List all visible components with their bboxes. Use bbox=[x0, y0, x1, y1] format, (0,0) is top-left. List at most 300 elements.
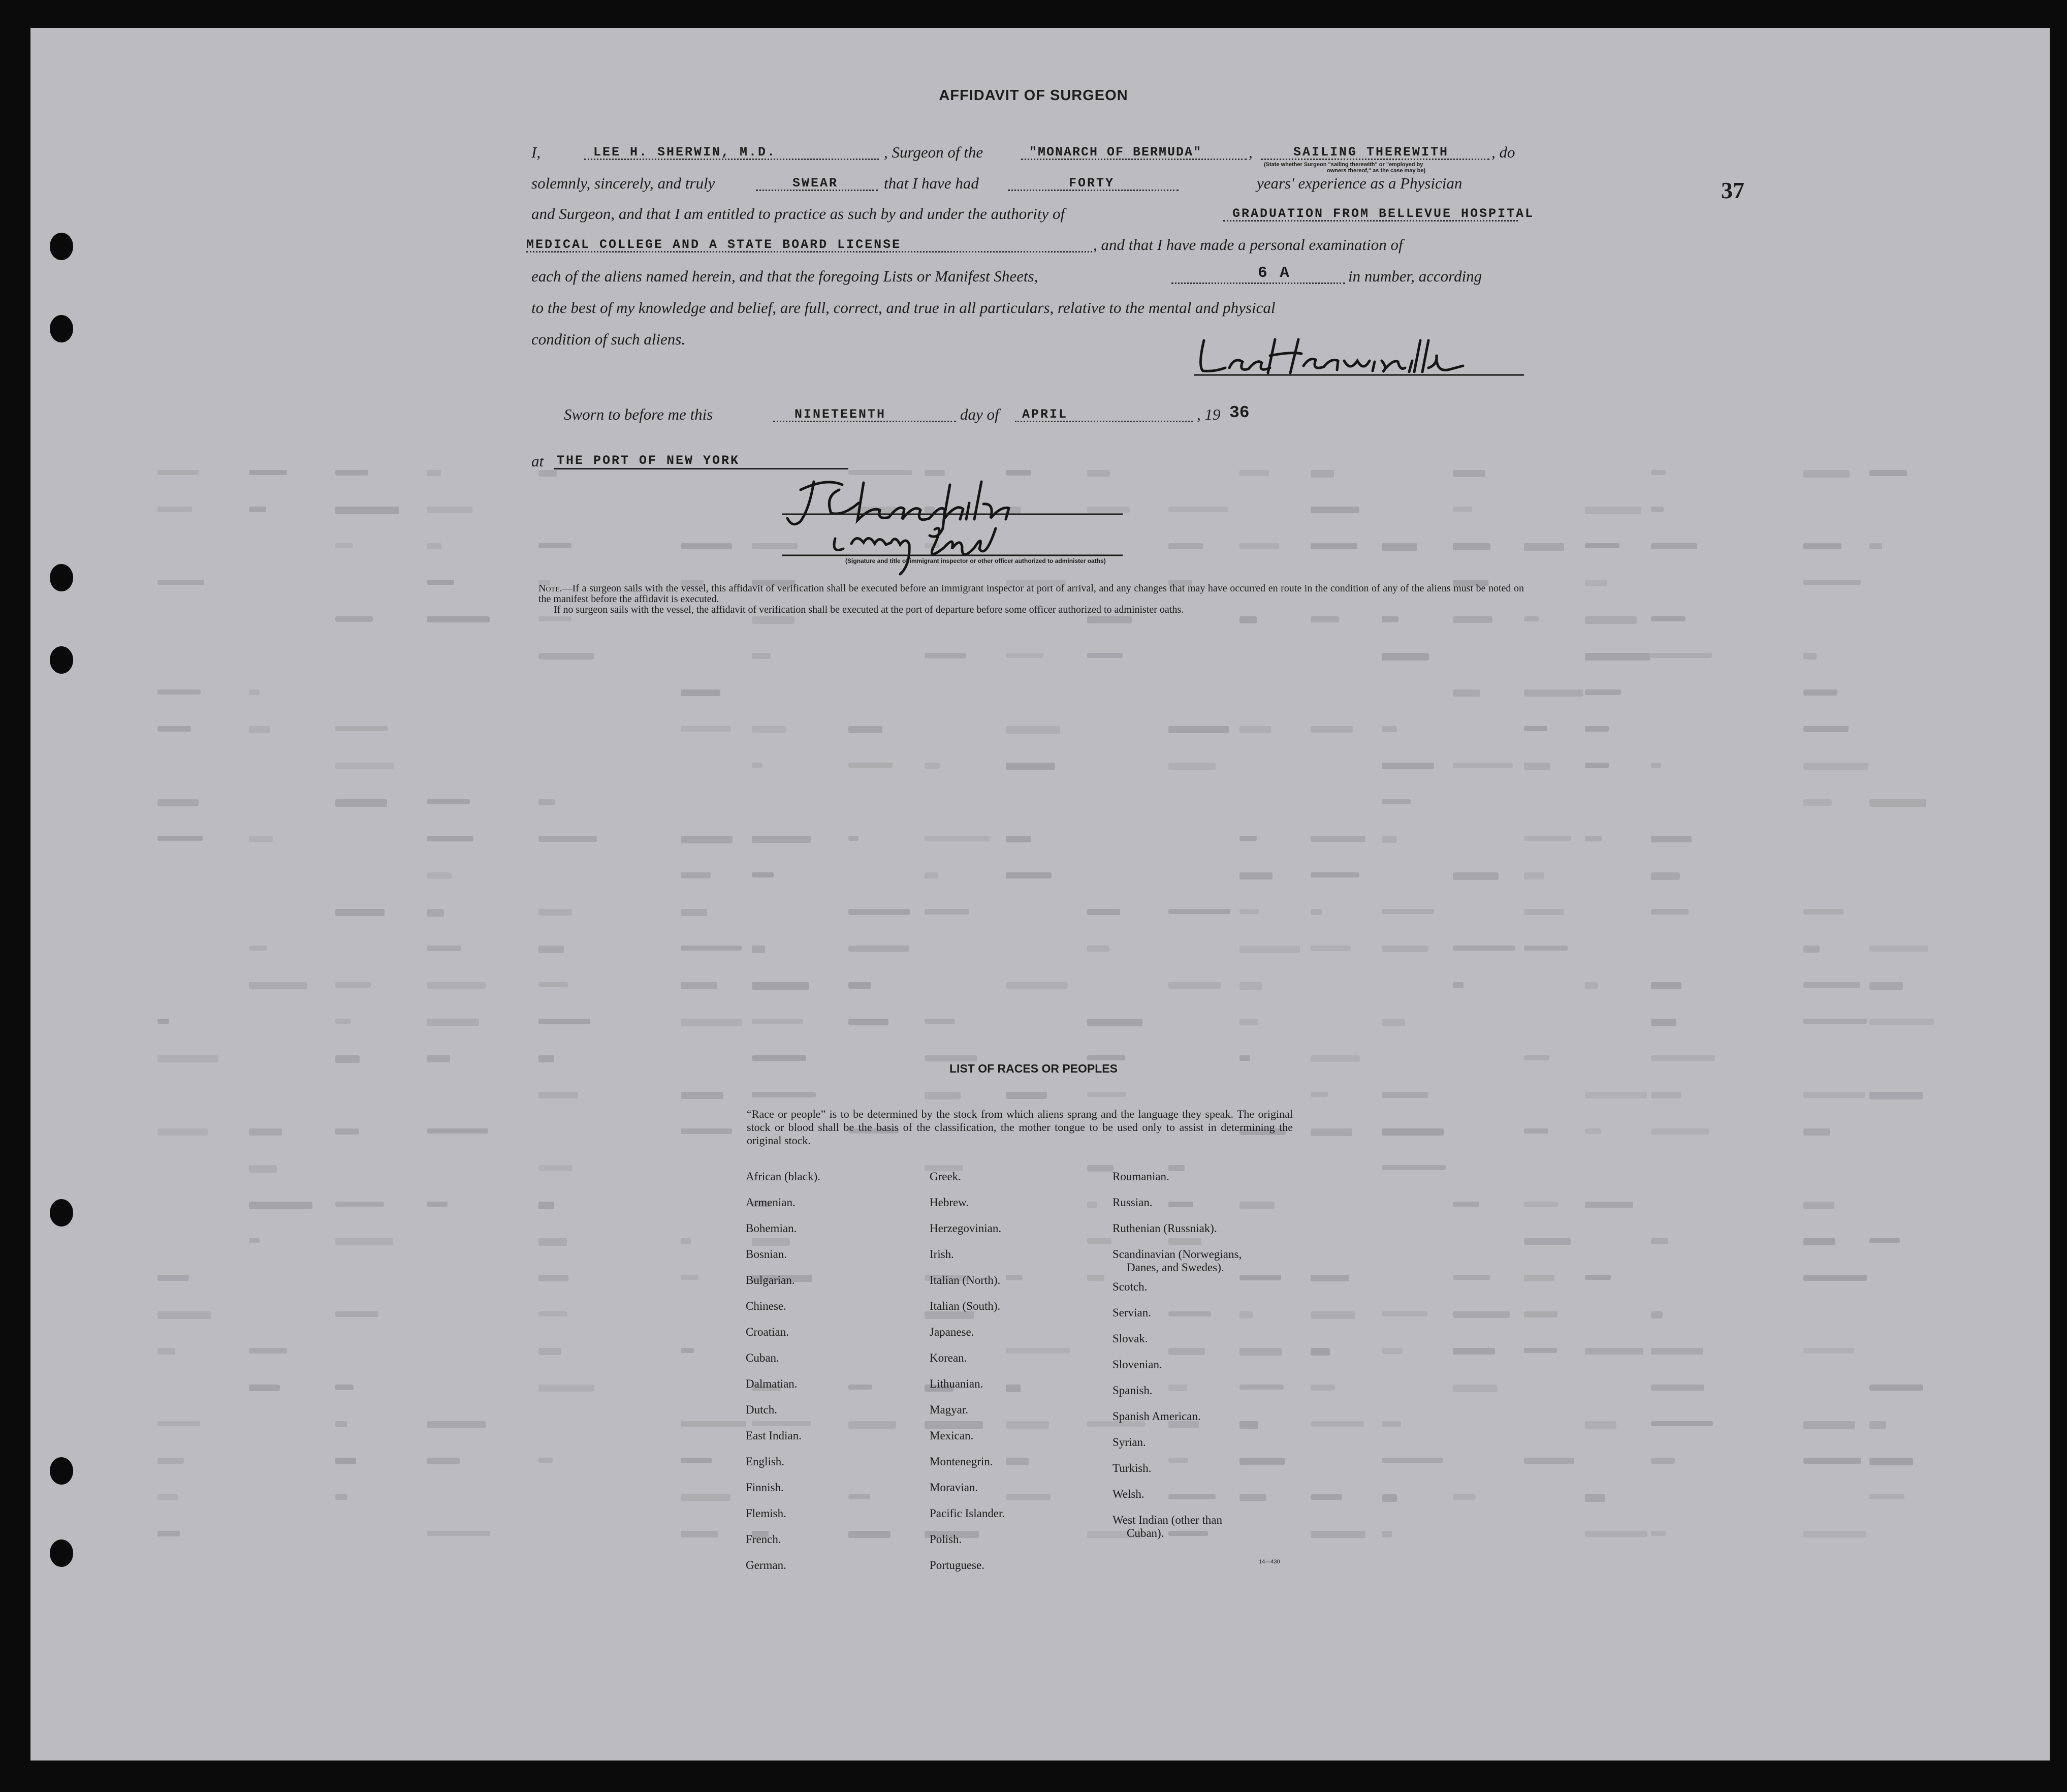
ghost-mark bbox=[1524, 1275, 1554, 1281]
ghost-mark bbox=[681, 1494, 730, 1501]
ghost-mark bbox=[1803, 543, 1841, 549]
ghost-mark bbox=[1651, 1092, 1681, 1098]
ghost-mark bbox=[848, 763, 893, 768]
ghost-mark bbox=[538, 909, 572, 916]
ghost-mark bbox=[1087, 1165, 1114, 1172]
race-item: Montenegrin. bbox=[930, 1455, 993, 1468]
ghost-mark bbox=[249, 1128, 282, 1136]
ghost-mark bbox=[1311, 872, 1359, 877]
race-item: Hebrew. bbox=[930, 1196, 969, 1209]
ghost-mark bbox=[681, 1092, 723, 1099]
ghost-mark bbox=[925, 653, 966, 658]
ghost-mark bbox=[1869, 1458, 1913, 1465]
ghost-mark bbox=[1239, 1494, 1266, 1501]
ghost-mark bbox=[925, 872, 938, 878]
ghost-mark bbox=[335, 982, 371, 988]
ghost-mark bbox=[1087, 946, 1109, 952]
ghost-mark bbox=[335, 909, 385, 916]
ghost-mark bbox=[249, 946, 267, 951]
ghost-mark bbox=[1585, 1421, 1616, 1429]
race-item: Italian (North). bbox=[930, 1274, 1001, 1286]
ghost-mark bbox=[1651, 763, 1661, 768]
ghost-mark bbox=[538, 616, 571, 621]
ghost-mark bbox=[538, 946, 564, 953]
ghost-mark bbox=[538, 1458, 553, 1463]
affidavit-text: I, bbox=[531, 143, 541, 161]
affidavit-text: to the best of my knowledge and belief, are full, correct, and true in all particulars, relative to the mental and physical bbox=[531, 299, 1276, 317]
ghost-mark bbox=[1869, 946, 1928, 952]
ghost-mark bbox=[1803, 726, 1849, 732]
ghost-mark bbox=[1382, 1421, 1401, 1427]
ghost-mark bbox=[538, 1385, 594, 1392]
affidavit-text: condition of such aliens. bbox=[531, 330, 686, 348]
ghost-mark bbox=[848, 1421, 896, 1429]
affidavit-text: , do bbox=[1491, 143, 1515, 161]
ghost-mark bbox=[1803, 799, 1832, 806]
ghost-mark bbox=[335, 1128, 359, 1135]
sheets-count: 6 A bbox=[1258, 264, 1291, 282]
ghost-mark bbox=[157, 507, 192, 512]
ghost-mark bbox=[157, 580, 204, 585]
ghost-mark bbox=[1651, 1311, 1663, 1318]
ghost-mark bbox=[538, 653, 594, 659]
ghost-mark bbox=[1006, 982, 1068, 989]
ghost-mark bbox=[1006, 726, 1060, 734]
ghost-mark bbox=[538, 470, 557, 477]
ghost-mark bbox=[249, 726, 270, 733]
ghost-mark bbox=[1311, 616, 1339, 622]
ghost-mark bbox=[681, 1348, 694, 1353]
ghost-mark bbox=[1651, 982, 1681, 989]
ghost-mark bbox=[1585, 763, 1609, 768]
ghost-mark bbox=[1651, 909, 1689, 915]
ghost-mark bbox=[1585, 1202, 1633, 1208]
ghost-mark bbox=[752, 982, 809, 990]
ghost-mark bbox=[1006, 1348, 1070, 1354]
ghost-mark bbox=[1311, 1128, 1352, 1136]
ghost-mark bbox=[1382, 1348, 1403, 1354]
affidavit-title: AFFIDAVIT OF SURGEON bbox=[939, 87, 1128, 104]
race-item: Slovenian. bbox=[1112, 1358, 1162, 1371]
races-intro: “Race or people” is to be determined by the stock from which aliens sprang and the language they speak. The original stock or blood shall be the basis of the classification, the mother tongue to be used only to assist in determining the original stock. bbox=[747, 1108, 1293, 1147]
ghost-mark bbox=[1585, 1128, 1601, 1134]
ghost-mark bbox=[1585, 689, 1621, 695]
ghost-mark bbox=[1524, 909, 1564, 915]
race-item: Armenian. bbox=[746, 1196, 796, 1209]
ghost-mark bbox=[538, 1238, 567, 1246]
ghost-mark bbox=[1006, 1421, 1049, 1429]
race-item: Japanese. bbox=[930, 1326, 974, 1338]
note-text-1: —If a surgeon sails with the vessel, this affidavit of verification shall be executed before an immigrant inspector at port of arrival, and any changes that may have occurred en route in the condition of any of the aliens must be noted on the manifest before the affidavit is executed. bbox=[538, 583, 1524, 605]
ghost-mark bbox=[1168, 507, 1228, 512]
ghost-mark bbox=[1803, 1421, 1855, 1429]
ghost-mark bbox=[1382, 1019, 1405, 1026]
ghost-mark bbox=[681, 1019, 742, 1026]
ghost-mark bbox=[335, 1202, 384, 1207]
ghost-mark bbox=[427, 616, 490, 622]
note-lead: Note. bbox=[538, 583, 562, 594]
race-item: Korean. bbox=[930, 1351, 967, 1364]
ghost-mark bbox=[1803, 982, 1860, 988]
race-item: Russian. bbox=[1112, 1196, 1153, 1209]
ghost-mark bbox=[1869, 1238, 1900, 1243]
ghost-mark bbox=[249, 1165, 277, 1173]
ghost-mark bbox=[681, 726, 731, 732]
ghost-mark bbox=[335, 1494, 347, 1500]
ghost-mark bbox=[1239, 616, 1257, 623]
ghost-mark bbox=[1524, 1311, 1557, 1317]
sailing-note: (State whether Surgeon "sailing therewith" or "employed by bbox=[1264, 162, 1423, 168]
ghost-mark bbox=[427, 1202, 448, 1207]
ghost-mark bbox=[1524, 1238, 1571, 1245]
ghost-mark bbox=[249, 1385, 280, 1391]
ghost-mark bbox=[249, 1238, 260, 1243]
sworn-year: 36 bbox=[1229, 403, 1250, 422]
ghost-mark bbox=[1006, 836, 1031, 842]
ghost-mark bbox=[1803, 1458, 1861, 1464]
sworn-month: APRIL bbox=[1022, 407, 1068, 422]
ghost-mark bbox=[427, 1019, 479, 1026]
note-text-2: If no surgeon sails with the vessel, the affidavit of verification shall be executed at the port of departure before some officer authorized to administer oaths. bbox=[554, 604, 1184, 615]
ghost-mark bbox=[1087, 1275, 1104, 1281]
ghost-mark bbox=[1524, 616, 1539, 621]
ghost-mark bbox=[1453, 872, 1499, 880]
ghost-mark bbox=[1585, 1275, 1611, 1280]
ghost-mark bbox=[1869, 1019, 1934, 1025]
race-item: Servian. bbox=[1112, 1306, 1152, 1319]
race-item: German. bbox=[746, 1559, 786, 1571]
ghost-mark bbox=[427, 1128, 488, 1134]
ghost-mark bbox=[335, 1421, 347, 1427]
ghost-mark bbox=[1311, 1494, 1342, 1500]
ghost-mark bbox=[1382, 1128, 1444, 1136]
race-item: Spanish American. bbox=[1112, 1410, 1201, 1423]
ghost-mark bbox=[1239, 543, 1279, 549]
vessel-name: "MONARCH OF BERMUDA" bbox=[1029, 145, 1202, 160]
affidavit-text: in number, according bbox=[1348, 267, 1482, 285]
ghost-mark bbox=[1311, 1385, 1335, 1391]
affidavit-text: , and that I have made a personal examination of bbox=[1093, 236, 1403, 254]
ghost-mark bbox=[681, 982, 717, 989]
years-experience: FORTY bbox=[1069, 176, 1115, 191]
race-item: Mexican. bbox=[930, 1429, 974, 1442]
ghost-mark bbox=[1239, 1385, 1284, 1390]
ghost-mark bbox=[1239, 1458, 1285, 1465]
ghost-mark bbox=[752, 1019, 803, 1024]
authority-line2: MEDICAL COLLEGE AND A STATE BOARD LICENSE bbox=[526, 237, 902, 252]
ghost-mark bbox=[1239, 470, 1269, 476]
ghost-mark bbox=[427, 1055, 450, 1062]
bleed-through-ghost-text bbox=[30, 28, 2050, 1760]
ghost-mark bbox=[1382, 946, 1428, 952]
ghost-mark bbox=[1382, 799, 1411, 804]
ghost-mark bbox=[848, 836, 858, 841]
affidavit-text: solemnly, sincerely, and truly bbox=[531, 174, 715, 192]
ghost-mark bbox=[1524, 543, 1564, 551]
ghost-mark bbox=[1803, 909, 1843, 915]
ghost-mark bbox=[1651, 616, 1686, 621]
ghost-mark bbox=[1803, 763, 1868, 770]
ghost-mark bbox=[1453, 507, 1472, 512]
races-column-2 bbox=[930, 1164, 1005, 1578]
ghost-mark bbox=[1651, 543, 1697, 549]
punch-hole bbox=[50, 1199, 73, 1227]
ghost-mark bbox=[249, 689, 260, 695]
ghost-mark bbox=[1239, 872, 1273, 879]
ghost-mark bbox=[538, 982, 568, 987]
ghost-mark bbox=[335, 470, 368, 476]
authority-line1: GRADUATION FROM BELLEVUE HOSPITAL bbox=[1232, 206, 1535, 221]
ghost-mark bbox=[1524, 726, 1547, 731]
ghost-mark bbox=[157, 1275, 189, 1281]
race-item: Slovak. bbox=[1112, 1332, 1148, 1345]
sailing-status: SAILING THEREWITH bbox=[1293, 145, 1449, 160]
ghost-mark bbox=[249, 1348, 287, 1354]
ghost-mark bbox=[1382, 1531, 1392, 1537]
ghost-mark bbox=[538, 1165, 573, 1171]
ghost-mark bbox=[1087, 616, 1132, 623]
ghost-mark bbox=[1382, 836, 1397, 843]
ghost-mark bbox=[427, 1458, 460, 1464]
ghost-mark bbox=[1239, 1019, 1258, 1025]
ghost-mark bbox=[681, 543, 732, 549]
ghost-mark bbox=[1087, 653, 1123, 658]
ghost-mark bbox=[1453, 1202, 1479, 1207]
ghost-mark bbox=[1803, 1275, 1867, 1281]
ghost-mark bbox=[848, 726, 882, 733]
ghost-mark bbox=[427, 836, 473, 841]
ghost-mark bbox=[1382, 616, 1398, 622]
fill-line bbox=[554, 468, 848, 469]
ghost-mark bbox=[1006, 1385, 1021, 1392]
ghost-mark bbox=[752, 763, 762, 768]
surgeon-name: LEE H. SHERWIN, M.D. bbox=[593, 145, 777, 160]
ghost-mark bbox=[1453, 1275, 1490, 1280]
ghost-mark bbox=[752, 653, 771, 659]
ghost-mark bbox=[1168, 543, 1203, 549]
ghost-mark bbox=[1803, 470, 1850, 478]
ghost-mark bbox=[1453, 616, 1492, 623]
ghost-mark bbox=[1382, 1165, 1446, 1170]
ghost-mark bbox=[1869, 470, 1907, 476]
ghost-mark bbox=[1803, 1092, 1865, 1098]
race-item: Irish. bbox=[930, 1248, 954, 1261]
ghost-mark bbox=[1803, 1128, 1830, 1136]
affidavit-note bbox=[538, 583, 1524, 615]
ghost-mark bbox=[681, 689, 720, 696]
ghost-mark bbox=[1585, 653, 1650, 661]
ghost-mark bbox=[1651, 1421, 1713, 1426]
oath-type: SWEAR bbox=[792, 176, 839, 191]
ghost-mark bbox=[925, 1055, 977, 1061]
ghost-mark bbox=[1087, 1055, 1125, 1060]
ghost-mark bbox=[1803, 1238, 1835, 1245]
affidavit-text: , Surgeon of the bbox=[884, 143, 983, 161]
ghost-mark bbox=[1087, 909, 1120, 915]
ghost-mark bbox=[1453, 689, 1480, 697]
ghost-mark bbox=[1651, 507, 1664, 512]
race-item: Spanish. bbox=[1112, 1384, 1153, 1397]
form-code: 14—430 bbox=[1259, 1559, 1280, 1565]
ghost-mark bbox=[1087, 1202, 1097, 1208]
ghost-mark bbox=[1382, 1092, 1428, 1098]
ghost-mark bbox=[427, 872, 452, 879]
ghost-mark bbox=[538, 1092, 578, 1098]
manifest-sheet bbox=[30, 28, 2050, 1760]
ghost-mark bbox=[1869, 543, 1882, 549]
sworn-place: THE PORT OF NEW YORK bbox=[557, 453, 740, 468]
race-item: Herzegovinian. bbox=[930, 1222, 1002, 1235]
ghost-mark bbox=[157, 1531, 180, 1536]
ghost-mark bbox=[681, 1275, 698, 1280]
punch-hole bbox=[50, 646, 73, 674]
race-item: Portuguese. bbox=[930, 1559, 984, 1571]
ghost-mark bbox=[681, 1531, 718, 1537]
ghost-mark bbox=[1803, 946, 1820, 953]
punch-hole bbox=[50, 315, 73, 342]
race-item: Italian (South). bbox=[930, 1300, 1001, 1312]
ghost-mark bbox=[752, 872, 774, 877]
ghost-mark bbox=[1651, 872, 1680, 880]
race-item: Moravian. bbox=[930, 1481, 978, 1494]
ghost-mark bbox=[1651, 1385, 1704, 1391]
ghost-mark bbox=[681, 1458, 712, 1463]
ghost-mark bbox=[752, 726, 786, 733]
signature-caption: (Signature and title of immigrant inspector or other officer authorized to administer oaths) bbox=[845, 557, 1106, 564]
ghost-mark bbox=[1453, 1348, 1495, 1355]
affidavit-text: , bbox=[1249, 143, 1253, 161]
ghost-mark bbox=[1239, 1421, 1258, 1429]
ghost-mark bbox=[335, 726, 388, 731]
race-item: Bosnian. bbox=[746, 1248, 787, 1261]
race-item: Scotch. bbox=[1112, 1280, 1148, 1293]
sworn-text: at bbox=[531, 452, 544, 470]
ghost-mark bbox=[249, 836, 273, 842]
ghost-mark bbox=[925, 1019, 955, 1024]
sworn-label: Sworn to before me this bbox=[564, 405, 713, 423]
sworn-day: NINETEENTH bbox=[794, 407, 886, 422]
affidavit-text: each of the aliens named herein, and that the foregoing Lists or Manifest Sheets, bbox=[531, 267, 1038, 285]
ghost-mark bbox=[1453, 470, 1485, 477]
ghost-mark bbox=[538, 1202, 554, 1209]
ghost-mark bbox=[1239, 982, 1262, 990]
race-item: Flemish. bbox=[746, 1507, 786, 1520]
ghost-mark bbox=[1524, 946, 1568, 951]
ghost-mark bbox=[538, 1275, 568, 1281]
ghost-mark bbox=[1869, 1385, 1923, 1391]
ghost-mark bbox=[427, 580, 454, 585]
ghost-mark bbox=[1453, 1385, 1498, 1392]
ghost-mark bbox=[1524, 836, 1571, 841]
ghost-mark bbox=[427, 799, 470, 804]
ghost-mark bbox=[1585, 616, 1637, 624]
ghost-mark bbox=[157, 799, 199, 806]
ghost-mark bbox=[1524, 689, 1583, 697]
ghost-mark bbox=[427, 1531, 490, 1536]
ghost-mark bbox=[1006, 1494, 1051, 1500]
ghost-mark bbox=[1453, 543, 1490, 550]
ghost-mark bbox=[1239, 1055, 1250, 1061]
ghost-mark bbox=[249, 1202, 312, 1209]
ghost-mark bbox=[1585, 543, 1619, 548]
ghost-mark bbox=[1585, 836, 1602, 841]
race-item: English. bbox=[746, 1455, 785, 1468]
ghost-mark bbox=[848, 982, 871, 989]
ghost-mark bbox=[1311, 543, 1357, 549]
ghost-mark bbox=[1239, 726, 1271, 733]
ghost-mark bbox=[335, 1458, 356, 1464]
race-item: Greek. bbox=[930, 1170, 961, 1183]
affidavit-text: years' experience as a Physician bbox=[1257, 174, 1462, 192]
race-item: Danes, and Swedes). bbox=[1127, 1261, 1224, 1274]
ghost-mark bbox=[335, 1385, 354, 1390]
ghost-mark bbox=[335, 763, 394, 769]
ghost-mark bbox=[1803, 1348, 1854, 1354]
ghost-mark bbox=[538, 543, 571, 548]
race-item: Scandinavian (Norwegians, bbox=[1112, 1248, 1242, 1261]
ghost-mark bbox=[157, 689, 201, 695]
fill-line bbox=[1171, 282, 1345, 284]
race-item: West Indian (other than bbox=[1112, 1514, 1222, 1526]
ghost-mark bbox=[1239, 909, 1259, 914]
race-item: Cuban. bbox=[746, 1351, 779, 1364]
ghost-mark bbox=[1311, 1531, 1365, 1538]
ghost-mark bbox=[1453, 982, 1464, 988]
race-item: Chinese. bbox=[746, 1300, 786, 1312]
ghost-mark bbox=[538, 1055, 554, 1062]
ghost-mark bbox=[1869, 1494, 1904, 1499]
ghost-mark bbox=[1311, 946, 1351, 951]
ghost-mark bbox=[925, 909, 969, 915]
ghost-mark bbox=[157, 1494, 178, 1500]
ghost-mark bbox=[848, 909, 910, 915]
ghost-mark bbox=[1382, 543, 1417, 551]
ghost-mark bbox=[335, 543, 353, 548]
ghost-mark bbox=[157, 470, 199, 475]
ghost-mark bbox=[427, 946, 461, 951]
punch-hole bbox=[50, 1539, 73, 1567]
ghost-mark bbox=[157, 726, 191, 732]
ghost-mark bbox=[1524, 1202, 1559, 1207]
ghost-mark bbox=[1453, 1494, 1476, 1500]
ghost-mark bbox=[427, 1421, 486, 1428]
race-item: Pacific Islander. bbox=[930, 1507, 1005, 1520]
ghost-mark bbox=[1869, 1421, 1886, 1429]
ghost-mark bbox=[249, 507, 266, 512]
affidavit-text: and Surgeon, and that I am entitled to practice as such by and under the authority of bbox=[531, 205, 1065, 223]
ghost-mark bbox=[1585, 507, 1641, 514]
ghost-mark bbox=[157, 1019, 169, 1024]
ghost-mark bbox=[427, 982, 486, 989]
ghost-mark bbox=[1087, 1019, 1142, 1026]
ghost-mark bbox=[157, 1458, 184, 1464]
ghost-mark bbox=[538, 836, 597, 842]
race-item: East Indian. bbox=[746, 1429, 802, 1442]
ghost-mark bbox=[1803, 1531, 1866, 1537]
ghost-mark bbox=[1382, 726, 1397, 732]
ghost-mark bbox=[1651, 1055, 1715, 1061]
ghost-mark bbox=[427, 543, 441, 549]
race-item: African (black). bbox=[746, 1170, 820, 1183]
ghost-mark bbox=[1651, 1019, 1676, 1026]
ghost-mark bbox=[1585, 1531, 1647, 1537]
punch-hole bbox=[50, 1457, 73, 1485]
ghost-mark bbox=[157, 836, 203, 841]
ghost-mark bbox=[1803, 689, 1837, 696]
ghost-mark bbox=[1524, 1128, 1548, 1134]
ghost-mark bbox=[335, 507, 399, 514]
ghost-mark bbox=[1382, 909, 1434, 914]
